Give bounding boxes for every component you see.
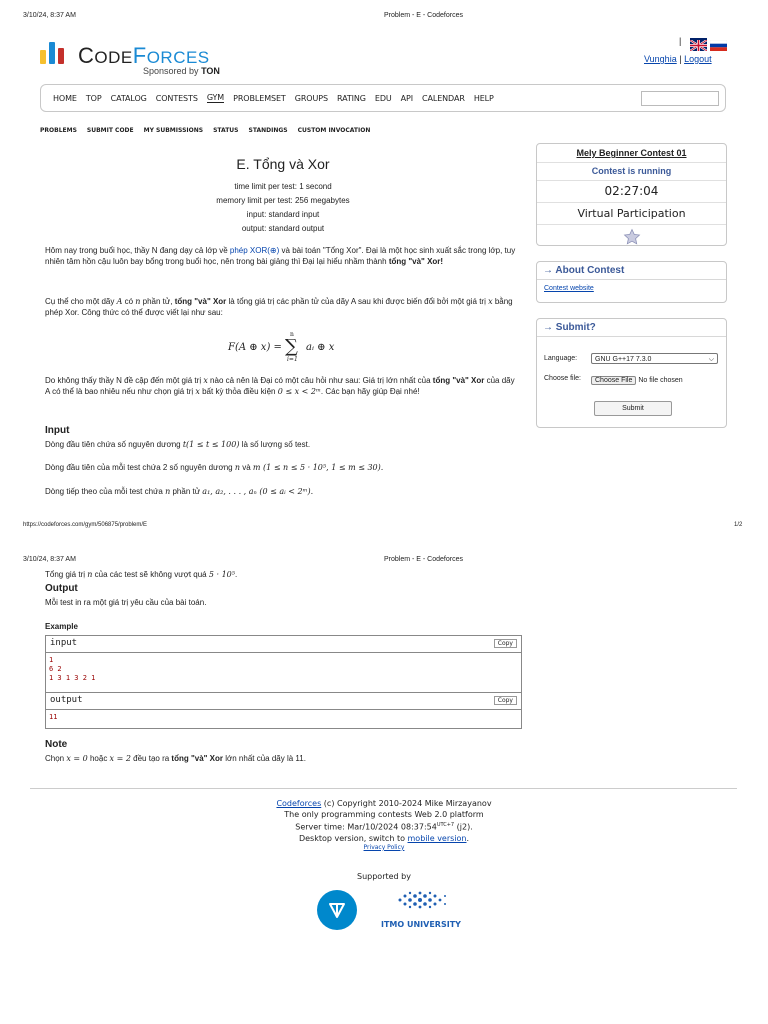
text: của dãy A có thể là bao nhiêu nếu như chọn giá trị — [45, 376, 515, 396]
example-input-line: 1 — [49, 656, 54, 664]
text: Tổng giá trị — [45, 570, 88, 579]
copyright: (c) Copyright 2010-2024 Mike Mirzayanov — [321, 799, 492, 808]
time-limit: time limit per test: 1 second — [234, 182, 332, 191]
example-input-line: 1 3 1 3 2 1 — [49, 674, 96, 682]
example-output-content: 11 — [49, 713, 58, 721]
print-doc-title-2: Problem - E - Codeforces — [384, 556, 463, 563]
language-value: GNU G++17 7.3.0 — [595, 356, 652, 363]
submenu-item-problems[interactable]: PROBLEMS — [40, 127, 77, 134]
submenu-item-status[interactable]: STATUS — [213, 127, 239, 134]
favourite-star-icon[interactable] — [537, 225, 726, 249]
copy-input-button[interactable]: Copy — [494, 639, 517, 648]
text: và — [240, 463, 253, 472]
contest-website-link[interactable]: Contest website — [544, 285, 594, 292]
math: 0 ≤ x < 2ᵐ — [277, 387, 321, 396]
math: x — [195, 387, 200, 396]
output-line: Mỗi test in ra một giá trị yêu cầu của bài toán. — [45, 598, 207, 607]
text: nào cả nên là Đại có một câu hỏi như sau: Giá trị lớn nhất của — [207, 376, 433, 385]
text: có — [122, 297, 136, 306]
note-title: Note — [45, 739, 68, 750]
text: Chọn — [45, 754, 67, 763]
math: m — [252, 463, 261, 472]
text: bất kỳ thỏa điều kiện — [199, 387, 278, 396]
submenu-item-standings[interactable]: STANDINGS — [248, 127, 288, 134]
sponsor-line — [143, 66, 220, 76]
math: x — [203, 376, 208, 385]
formula-sum: ∑ — [285, 336, 298, 357]
server-tz: UTC+7 — [436, 822, 455, 828]
footer-divider — [30, 788, 737, 789]
main-menu-list — [41, 85, 725, 111]
choose-file-label: Choose file: — [544, 375, 581, 382]
footer-codeforces-link[interactable]: Codeforces — [276, 799, 322, 808]
second-level-menu — [40, 127, 370, 134]
submit-box — [536, 318, 727, 428]
logout-link[interactable]: Logout — [684, 54, 712, 64]
text: phần tử, — [140, 297, 175, 306]
text: . — [234, 570, 238, 579]
input-title: Input — [45, 425, 70, 436]
text: và bài toán "Tổng Xor". Đại là một học sinh xuất sắc trong lớp, tuy nhiên tâm hồn cậu luôn bay bổng trong buổi học, nên trong bài giảng thì Đại lại hiểu nhầm thành — [45, 246, 516, 266]
menu-item-top[interactable]: TOP — [85, 93, 102, 103]
no-file-text: No file chosen — [638, 377, 683, 384]
text: Dòng tiếp theo của mỗi test chứa — [45, 487, 166, 496]
contest-status: Contest is running — [537, 163, 726, 181]
menu-item-gym[interactable]: GYM — [206, 93, 225, 102]
menu-item-api[interactable]: API — [400, 93, 413, 103]
problem-specs — [44, 180, 522, 236]
server-suffix: (j2). — [454, 822, 473, 832]
user-links — [644, 54, 712, 64]
language-label: Language: — [544, 355, 578, 362]
contest-sidebar-box — [536, 143, 727, 246]
bold-term: tổng "và" Xor — [432, 376, 485, 385]
menu-item-help[interactable]: HELP — [473, 93, 494, 103]
text: lớn nhất của dãy là 11. — [223, 754, 306, 763]
desktop-text: Desktop version, switch to — [298, 833, 408, 843]
math: A — [116, 297, 123, 306]
desktop-suffix: . — [466, 833, 470, 843]
main-menu — [40, 84, 726, 112]
text: Dòng đầu tiên chứa số nguyên dương — [45, 440, 183, 449]
submenu-item-custom-invocation[interactable]: CUSTOM INVOCATION — [297, 127, 371, 134]
note-text — [45, 753, 521, 764]
user-separator: | — [679, 54, 682, 64]
formula-display — [228, 332, 358, 366]
formula-top: n — [290, 331, 294, 338]
choose-file-button[interactable]: Choose File — [591, 376, 636, 385]
text: ! — [440, 257, 444, 266]
xor-link[interactable]: phép XOR(⊕) — [229, 246, 280, 255]
math: 5 · 10⁵ — [208, 570, 235, 579]
submit-button[interactable]: Submit — [594, 401, 672, 416]
logo-text[interactable]: CODEFORCES — [78, 43, 210, 68]
text: . Các bạn hãy giúp Đại nhé! — [320, 387, 420, 396]
math: n — [135, 297, 141, 306]
menu-item-problemset[interactable]: PROBLEMSET — [233, 93, 286, 103]
lang-separator: | — [679, 36, 682, 46]
menu-item-home[interactable]: HOME — [53, 93, 77, 103]
print-doc-title: Problem - E - Codeforces — [384, 12, 463, 19]
bold-term: tổng "và" Xor — [388, 257, 441, 266]
formula-rhs: aᵢ ⊕ x — [306, 342, 335, 353]
text: là số lượng số test. — [239, 440, 311, 449]
ton-logo-icon[interactable] — [317, 890, 357, 930]
math: n — [234, 463, 241, 472]
about-contest-title: → About Contest — [537, 262, 726, 280]
submenu-item-my-submissions[interactable]: MY SUBMISSIONS — [143, 127, 204, 134]
file-chooser — [591, 377, 683, 384]
example-title: Example — [45, 622, 78, 631]
itmo-dots-icon — [392, 890, 456, 914]
submit-title: → Submit? — [537, 319, 726, 337]
search-input[interactable] — [641, 91, 719, 106]
input-line-1 — [45, 439, 521, 450]
input-line-4 — [45, 569, 521, 580]
contest-timer: 02:27:04 — [537, 181, 726, 203]
print-url: https://codeforces.com/gym/506875/problem/E — [23, 522, 148, 528]
math: (1 ≤ n ≤ 5 · 10⁵, 1 ≤ m ≤ 30). — [260, 463, 384, 472]
user-link[interactable]: Vunghia — [644, 54, 677, 64]
privacy-policy-link[interactable]: Privacy Policy — [363, 843, 405, 851]
math: n — [87, 570, 93, 579]
submenu-item-submit-code[interactable]: SUBMIT CODE — [86, 127, 134, 134]
russia-flag-icon[interactable] — [710, 38, 727, 49]
language-select[interactable] — [591, 353, 718, 364]
math: x = 2 — [109, 754, 131, 763]
output-spec: output: standard output — [241, 224, 325, 233]
input-line-3 — [45, 486, 521, 497]
text: của các test sẽ không vượt quá — [92, 570, 209, 579]
copy-output-button[interactable]: Copy — [494, 696, 517, 705]
memory-limit: memory limit per test: 256 megabytes — [216, 196, 350, 205]
text: là tổng giá trị các phần tử của dãy A sau khi được biến đổi bởi một giá trị — [226, 297, 489, 306]
bold-term: tổng "và" Xor — [174, 297, 227, 306]
example-input-content — [46, 653, 521, 693]
text: phần tử — [170, 487, 203, 496]
legend-paragraph-1 — [45, 245, 521, 267]
menu-item-contests[interactable]: CONTESTS — [155, 93, 198, 103]
example-output-header — [46, 693, 521, 710]
math: x = 0 — [66, 754, 88, 763]
math: n — [165, 487, 171, 496]
output-title: Output — [45, 583, 78, 594]
input-spec: input: standard input — [246, 210, 320, 219]
input-line-2 — [45, 462, 521, 473]
menu-item-calendar[interactable]: CALENDAR — [422, 93, 465, 103]
menu-item-rating[interactable]: RATING — [336, 93, 366, 103]
legend-paragraph-3 — [45, 375, 521, 397]
about-contest-box — [536, 261, 727, 303]
mobile-version-link[interactable]: mobile version — [407, 833, 467, 843]
bold-term: tổng "và" Xor — [171, 754, 224, 763]
text: Dòng đầu tiên của mỗi test chứa 2 số nguyên dương — [45, 463, 235, 472]
sponsored-label: Sponsored by — [143, 66, 199, 76]
menu-item-groups[interactable]: GROUPS — [294, 93, 328, 103]
contest-name[interactable]: Mely Beginner Contest 01 — [537, 144, 726, 163]
print-datetime-2: 3/10/24, 8:37 AM — [23, 556, 76, 563]
example-input-line: 6 2 — [49, 665, 62, 673]
formula-bottom: i=1 — [287, 356, 298, 363]
text: đều tạo ra — [130, 754, 172, 763]
example-box — [45, 635, 522, 729]
footer — [0, 798, 768, 852]
print-page-number: 1/2 — [734, 522, 743, 528]
uk-flag-icon[interactable] — [690, 38, 707, 49]
example-output-label: output — [50, 695, 83, 705]
text: hoặc — [87, 754, 110, 763]
example-input-label: input — [50, 638, 78, 648]
math: t(1 ≤ t ≤ 100) — [182, 440, 240, 449]
itmo-label: ITMO UNIVERSITY — [381, 920, 461, 929]
codeforces-logo-icon[interactable] — [40, 42, 70, 64]
problem-title: E. Tổng và Xor — [236, 156, 330, 172]
text: Cụ thể cho một dãy — [45, 297, 117, 306]
legend-paragraph-2 — [45, 296, 521, 318]
example-input-header — [46, 636, 521, 653]
text: Hôm nay trong buổi học, thầy N đang dạy cả lớp về — [45, 246, 230, 255]
footer-tagline: The only programming contests Web 2.0 platform — [284, 810, 484, 819]
virtual-participation[interactable]: Virtual Participation — [537, 203, 726, 225]
print-datetime: 3/10/24, 8:37 AM — [23, 12, 76, 19]
server-time: Server time: Mar/10/2024 08:37:54 — [295, 822, 437, 832]
math: a₁, a₂, . . . , aₙ (0 ≤ aᵢ < 2ᵐ). — [202, 487, 314, 496]
menu-item-edu[interactable]: EDU — [374, 93, 392, 103]
text: bằng phép Xor. Công thức có thể được viết lại như sau: — [45, 297, 513, 317]
sponsor-name: TON — [201, 66, 220, 76]
formula-lhs: F(A ⊕ x) = — [228, 342, 282, 353]
chevron-down-icon: ⌵ — [708, 356, 714, 363]
math: x — [488, 297, 493, 306]
menu-item-catalog[interactable]: CATALOG — [110, 93, 147, 103]
text: Do không thấy thầy N đề cập đến một giá trị — [45, 376, 204, 385]
supported-by: Supported by — [357, 872, 411, 881]
